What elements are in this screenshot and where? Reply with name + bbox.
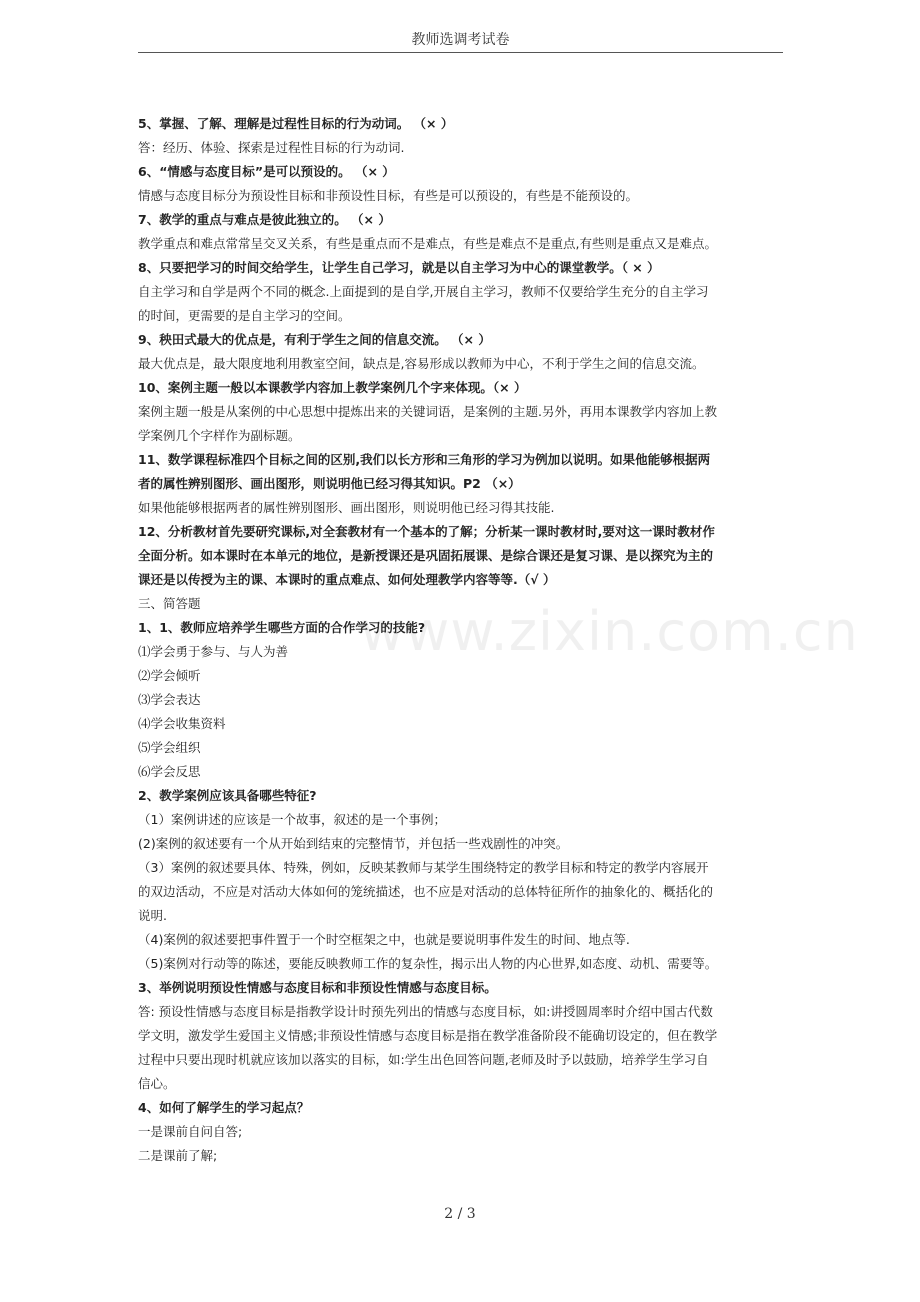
question-line: 课还是以传授为主的课、本课时的重点难点、如何处理教学内容等等.（√ ） [138,572,556,587]
text-line: ⑸学会组织 [138,740,201,755]
question-line: 8、只要把学习的时间交给学生，让学生自己学习，就是以自主学习为中心的课堂教学。（ × ） [138,260,660,275]
text-line: 自主学习和自学是两个不同的概念.上面提到的是自学,开展自主学习，教师不仅要给学生充分的自主学习 [138,284,709,299]
question-line: 9、秧田式最大的优点是，有利于学生之间的信息交流。 （× ） [138,332,491,347]
text-line: 过程中只要出现时机就应该加以落实的目标，如:学生出色回答问题,老师及时予以鼓励，培养学生学习自 [138,1052,709,1067]
text-line: 的双边活动，不应是对活动大体如何的笼统描述，也不应是对活动的总体特征所作的抽象化的、概括化的 [138,884,714,899]
text-line: 学案例几个字样作为副标题。 [138,428,301,443]
question-line: 者的属性辨别图形、画出图形，则说明他已经习得其知识。P2 （×） [138,476,521,491]
text-line: ⑷学会收集资料 [138,716,226,731]
text-line: 答：经历、体验、探索是过程性目标的行为动词. [138,140,405,155]
question-line: 10、案例主题一般以本课教学内容加上教学案例几个字来体现。（× ） [138,380,527,395]
question-line: 4、如何了解学生的学习起点？ [138,1100,310,1115]
text-line: （5)案例对行动等的陈述，要能反映教师工作的复杂性，揭示出人物的内心世界,如态度、动机、需要等。 [138,956,718,971]
text-line: 最大优点是，最大限度地利用教室空间，缺点是,容易形成以教师为中心，不利于学生之间的信息交流。 [138,356,705,371]
text-line: ⑹学会反思 [138,764,201,779]
text-line: 情感与态度目标分为预设性目标和非预设性目标，有些是可以预设的，有些是不能预设的。 [138,188,639,203]
question-line: 7、教学的重点与难点是彼此独立的。 （× ） [138,212,391,227]
question-line: 全面分析。如本课时在本单元的地位，是新授课还是巩固拓展课、是综合课还是复习课、是以探究为主的 [138,548,714,563]
text-line: 二是课前了解; [138,1148,218,1163]
page-number: 2 / 3 [444,1206,476,1222]
question-line: 12、分析教材首先要研究课标,对全套教材有一个基本的了解；分析某一课时教材时,要对这一课时教材作 [138,524,715,539]
text-line: (2)案例的叙述要有一个从开始到结束的完整情节，并包括一些戏剧性的冲突。 [138,836,569,851]
page-header [138,30,783,53]
header-title: 教师选调考试卷 [411,32,510,48]
text-line: 一是课前自问自答; [138,1124,243,1139]
text-line: ⑶学会表达 [138,692,201,707]
question-line: 11、数学课程标准四个目标之间的区别,我们以长方形和三角形的学习为例加以说明。如果他能够根据两 [138,452,711,467]
text-line: 三、简答题 [138,596,201,611]
text-line: 信心。 [138,1076,176,1091]
text-line: 教学重点和难点常常呈交叉关系，有些是重点而不是难点，有些是难点不是重点,有些则是重点又是难点。 [138,236,717,251]
question-line: 1、1、教师应培养学生哪些方面的合作学习的技能? [138,620,426,635]
text-line: 答: 预设性情感与态度目标是指教学设计时预先列出的情感与态度目标，如:讲授圆周率时介绍中国古代数 [138,1004,713,1019]
text-line: ⑴学会勇于参与、与人为善 [138,644,289,659]
text-line: 如果他能够根据两者的属性辨别图形、画出图形，则说明他已经习得其技能. [138,500,555,515]
text-line: 学文明，激发学生爱国主义情感;非预设性情感与态度目标是指在教学准备阶段不能确切设定的，但在教学 [138,1028,718,1043]
text-line: 的时间，更需要的是自主学习的空间。 [138,308,351,323]
text-line: 案例主题一般是从案例的中心思想中提炼出来的关键词语，是案例的主题.另外，再用本课教学内容加上教 [138,404,717,419]
text-line: （1）案例讲述的应该是一个故事，叙述的是一个事例； [138,812,446,827]
text-line: （4)案例的叙述要把事件置于一个时空框架之中，也就是要说明事件发生的时间、地点等. [138,932,630,947]
question-line: 6、“情感与态度目标”是可以预设的。 （× ） [138,164,395,179]
question-line: 5、掌握、了解、理解是过程性目标的行为动词。 （× ） [138,116,454,131]
text-line: 说明. [138,908,167,923]
text-line: ⑵学会倾听 [138,668,201,683]
question-line: 3、举例说明预设性情感与态度目标和非预设性情感与态度目标。 [138,980,497,995]
question-line: 2、教学案例应该具备哪些特征? [138,788,317,803]
watermark: www.zixin.com.cn [360,600,859,663]
document-body [138,112,783,1168]
text-line: （3）案例的叙述要具体、特殊，例如，反映某教师与某学生围绕特定的教学目标和特定的教学内容展开 [138,860,709,875]
